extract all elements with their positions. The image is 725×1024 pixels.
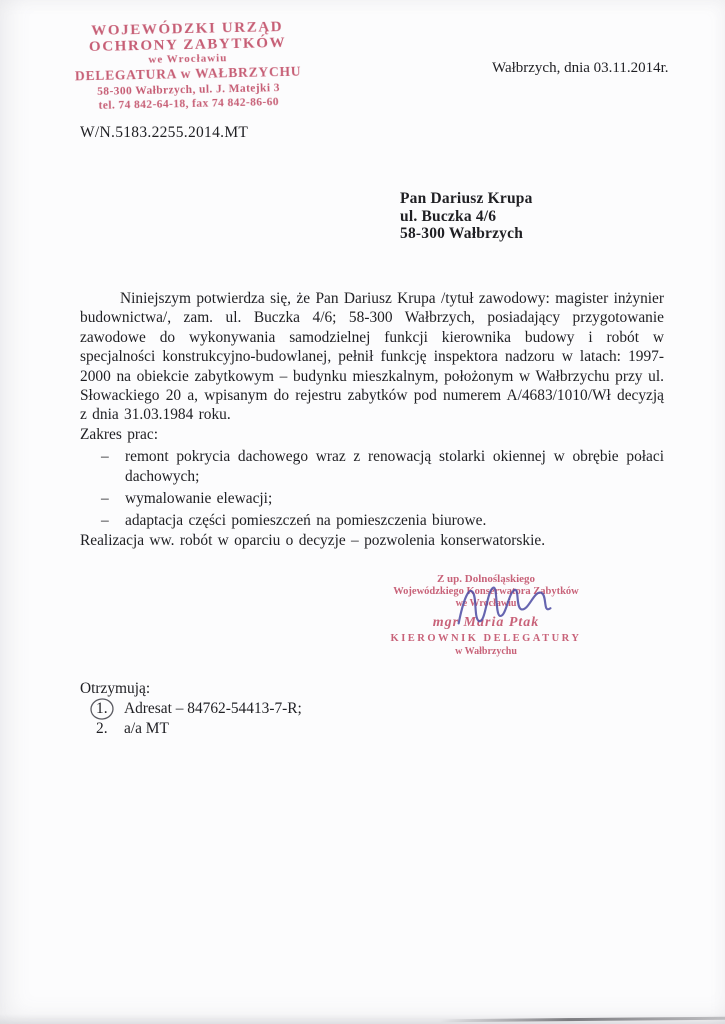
list-item-text: remont pokrycia dachowego wraz z renowacją stolarki okiennej w obrębie połaci dachowych; (125, 448, 664, 485)
addressee-name: Pan Dariusz Krupa (400, 190, 533, 207)
list-item (80, 489, 664, 508)
office-header-stamp (55, 18, 321, 113)
scan-artifact-bottom-edge (440, 1017, 725, 1022)
distribution-label: Otrzymują: (80, 680, 151, 697)
item-number: 1. (96, 700, 108, 717)
scan-artifact-bottom-band (0, 1014, 725, 1024)
list-item (80, 447, 664, 486)
date-line: Wałbrzych, dnia 03.11.2014r. (492, 60, 669, 76)
stamp-phone-line: tel. 74 842-64-18, fax 74 842-86-60 (98, 96, 280, 113)
addressee-city: 58-300 Wałbrzych (400, 225, 524, 242)
distribution-item (96, 700, 302, 718)
stamp-office-name-line2: OCHRONY ZABYTKÓW (88, 35, 287, 56)
dash-marker: – (101, 448, 109, 466)
distribution-item-text: a/a MT (124, 720, 169, 737)
dash-marker: – (101, 490, 109, 508)
stamp-authority-city: we Wrocławiu (455, 597, 517, 609)
item-number: 2. (96, 720, 108, 737)
dash-marker: – (101, 512, 109, 530)
reference-number: W/N.5183.2255.2014.MT (80, 124, 249, 141)
list-item-text: wymalowanie elewacji; (125, 490, 273, 508)
distribution-item (96, 720, 302, 738)
stamp-delegature-line: DELEGATURA w WAŁBRZYCHU (74, 63, 302, 84)
distribution-item-text: Adresat – 84762-54413-7-R; (124, 700, 302, 717)
signer-title: KIEROWNIK DELEGATURY (390, 633, 582, 645)
letter-body (80, 289, 664, 550)
stamp-office-city: we Wrocławiu (148, 52, 228, 67)
pen-circle-annotation (87, 696, 119, 722)
distribution-block (80, 680, 302, 738)
scope-list (80, 447, 664, 531)
addressee-block (400, 190, 533, 243)
closing-line: Realizacja ww. robót w oparciu o decyzje – pozwolenia konserwatorskie. (80, 531, 546, 549)
list-item-text: adaptacja części pomieszczeń na pomieszczenia biurowe. (125, 512, 487, 530)
stamp-authority-line1: Z up. Dolnośląskiego (436, 573, 536, 585)
addressee-street: ul. Buczka 4/6 (400, 207, 497, 225)
signer-place: w Wałbrzychu (455, 646, 517, 658)
stamp-office-name-line1: WOJEWÓDZKI URZĄD (91, 19, 284, 40)
list-item (80, 511, 664, 530)
main-paragraph: Niniejszym potwierdza się, że Pan Dariusz Krupa /tytuł zawodowy: magister inżynier budownictwa/, zam. ul. Buczka 4/6; 58-300 Wałbrzych, posiadający przygotowanie zawodowe do wykonywania samodzielnej funkcji kierownika budowy i robót w specjalności konstrukcyjno-budowlanej, pełnił funkcję inspektora nadzoru w latach: 1997-2000 na obiekcie zabytkowym – budynku mieszkalnym, położonym w Wałbrzychu przy ul. Słowackiego 20 a, wpisanym do rejestru zabytków pod numerem A/4683/1010/Wł decyzją z dnia 31.03.1984 roku. (80, 290, 664, 424)
stamp-authority-line2: Wojewódzkiego Konserwatora Zabytków (393, 585, 579, 597)
signer-name: mgr Maria Ptak (432, 615, 540, 631)
handwritten-signature (450, 576, 558, 634)
scope-label: Zakres prac: (80, 425, 158, 443)
stamp-address-line: 58-300 Wałbrzych, ul. J. Matejki 3 (97, 81, 280, 98)
